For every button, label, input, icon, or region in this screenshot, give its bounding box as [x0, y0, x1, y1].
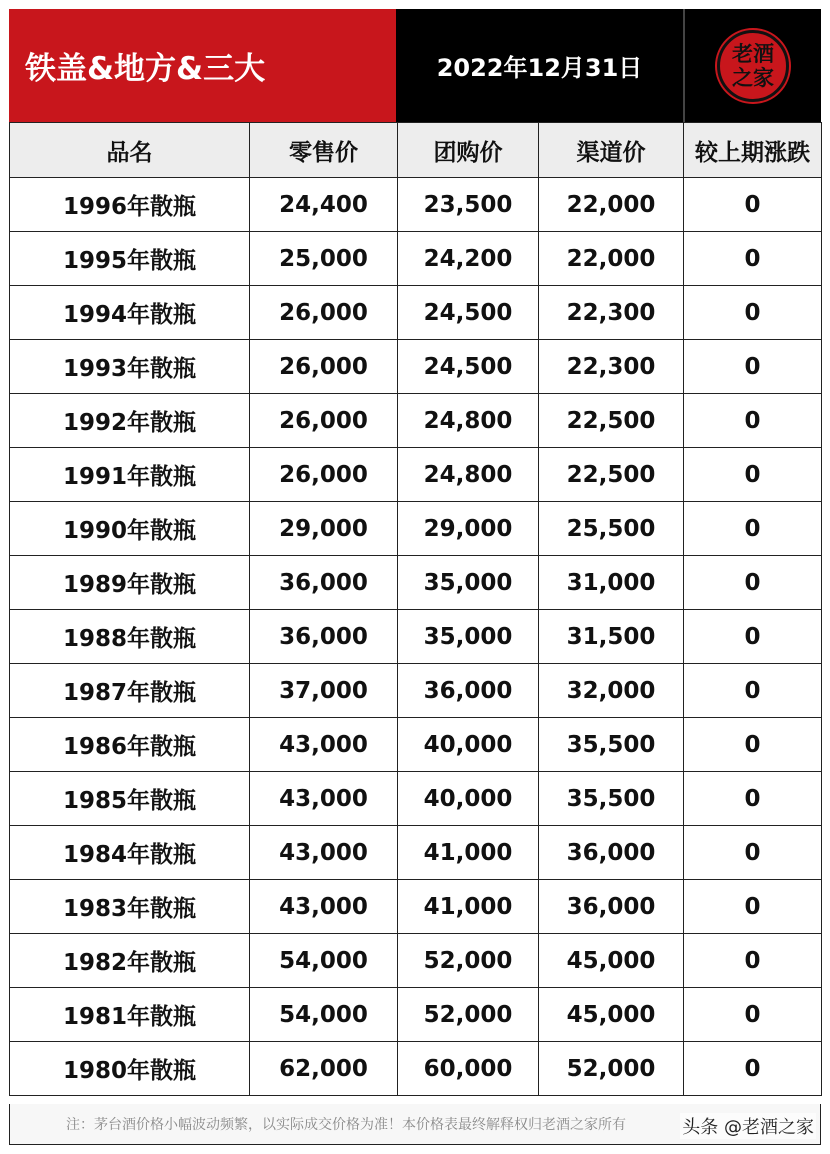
table-row — [10, 448, 822, 502]
cell-col-retail: 43,000 — [250, 880, 398, 934]
table-row — [10, 340, 822, 394]
cell-col-name: 1988年散瓶 — [10, 610, 250, 664]
cell-col-change: 0 — [684, 340, 822, 394]
logo-text-line2: 之家 — [732, 65, 774, 90]
cell-col-retail: 26,000 — [250, 286, 398, 340]
cell-col-group: 24,200 — [398, 232, 539, 286]
cell-col-group: 41,000 — [398, 826, 539, 880]
header-col-name: 品名 — [10, 123, 250, 178]
cell-col-channel: 31,000 — [539, 556, 684, 610]
cell-col-channel: 22,300 — [539, 286, 684, 340]
cell-col-name: 1991年散瓶 — [10, 448, 250, 502]
cell-col-name: 1994年散瓶 — [10, 286, 250, 340]
cell-col-channel: 52,000 — [539, 1042, 684, 1096]
table-row — [10, 718, 822, 772]
cell-col-retail: 62,000 — [250, 1042, 398, 1096]
cell-col-group: 35,000 — [398, 556, 539, 610]
table-header-row — [10, 123, 822, 178]
cell-col-change: 0 — [684, 880, 822, 934]
logo-text-line1: 老酒 — [732, 41, 774, 66]
cell-col-change: 0 — [684, 556, 822, 610]
cell-col-channel: 32,000 — [539, 664, 684, 718]
cell-col-channel: 22,500 — [539, 448, 684, 502]
cell-col-channel: 22,500 — [539, 394, 684, 448]
header-col-channel: 渠道价 — [539, 123, 684, 178]
cell-col-channel: 35,500 — [539, 718, 684, 772]
cell-col-name: 1982年散瓶 — [10, 934, 250, 988]
cell-col-change: 0 — [684, 502, 822, 556]
table-row — [10, 232, 822, 286]
cell-col-group: 35,000 — [398, 610, 539, 664]
cell-col-name: 1995年散瓶 — [10, 232, 250, 286]
cell-col-group: 40,000 — [398, 718, 539, 772]
cell-col-retail: 43,000 — [250, 772, 398, 826]
logo-area — [683, 9, 821, 122]
cell-col-retail: 43,000 — [250, 718, 398, 772]
cell-col-retail: 26,000 — [250, 340, 398, 394]
table-row — [10, 394, 822, 448]
cell-col-retail: 26,000 — [250, 394, 398, 448]
cell-col-channel: 36,000 — [539, 880, 684, 934]
cell-col-retail: 37,000 — [250, 664, 398, 718]
cell-col-retail: 54,000 — [250, 934, 398, 988]
cell-col-group: 52,000 — [398, 988, 539, 1042]
cell-col-channel: 22,000 — [539, 178, 684, 232]
cell-col-retail: 25,000 — [250, 232, 398, 286]
cell-col-change: 0 — [684, 394, 822, 448]
table-row — [10, 178, 822, 232]
cell-col-name: 1989年散瓶 — [10, 556, 250, 610]
cell-col-change: 0 — [684, 772, 822, 826]
cell-col-change: 0 — [684, 664, 822, 718]
cell-col-group: 40,000 — [398, 772, 539, 826]
cell-col-channel: 22,000 — [539, 232, 684, 286]
cell-col-group: 36,000 — [398, 664, 539, 718]
cell-col-name: 1987年散瓶 — [10, 664, 250, 718]
cell-col-group: 24,500 — [398, 340, 539, 394]
cell-col-change: 0 — [684, 610, 822, 664]
table-row — [10, 988, 822, 1042]
cell-col-name: 1980年散瓶 — [10, 1042, 250, 1096]
cell-col-group: 24,800 — [398, 394, 539, 448]
cell-col-retail: 26,000 — [250, 448, 398, 502]
price-table — [9, 122, 822, 1096]
table-row — [10, 664, 822, 718]
cell-col-change: 0 — [684, 826, 822, 880]
header-bar — [9, 9, 821, 122]
cell-col-group: 29,000 — [398, 502, 539, 556]
cell-col-name: 1984年散瓶 — [10, 826, 250, 880]
cell-col-retail: 54,000 — [250, 988, 398, 1042]
cell-col-retail: 29,000 — [250, 502, 398, 556]
cell-col-channel: 31,500 — [539, 610, 684, 664]
cell-col-channel: 45,000 — [539, 988, 684, 1042]
cell-col-change: 0 — [684, 286, 822, 340]
cell-col-group: 41,000 — [398, 880, 539, 934]
table-row — [10, 610, 822, 664]
cell-col-channel: 35,500 — [539, 772, 684, 826]
cell-col-channel: 36,000 — [539, 826, 684, 880]
table-row — [10, 826, 822, 880]
table-row — [10, 1042, 822, 1096]
table-row — [10, 502, 822, 556]
cell-col-channel: 25,500 — [539, 502, 684, 556]
cell-col-group: 24,500 — [398, 286, 539, 340]
table-row — [10, 556, 822, 610]
price-sheet — [9, 9, 821, 1145]
cell-col-name: 1996年散瓶 — [10, 178, 250, 232]
cell-col-retail: 43,000 — [250, 826, 398, 880]
cell-col-name: 1992年散瓶 — [10, 394, 250, 448]
table-row — [10, 286, 822, 340]
cell-col-change: 0 — [684, 448, 822, 502]
cell-col-name: 1990年散瓶 — [10, 502, 250, 556]
cell-col-group: 23,500 — [398, 178, 539, 232]
cell-col-name: 1985年散瓶 — [10, 772, 250, 826]
header-col-group: 团购价 — [398, 123, 539, 178]
cell-col-change: 0 — [684, 934, 822, 988]
cell-col-name: 1983年散瓶 — [10, 880, 250, 934]
cell-col-channel: 45,000 — [539, 934, 684, 988]
sheet-title: 铁盖&地方&三大 — [9, 9, 396, 122]
table-row — [10, 934, 822, 988]
sheet-date: 2022年12月31日 — [396, 9, 683, 122]
cell-col-change: 0 — [684, 988, 822, 1042]
cell-col-retail: 36,000 — [250, 610, 398, 664]
cell-col-retail: 36,000 — [250, 556, 398, 610]
source-watermark: 头条 @老酒之家 — [680, 1113, 816, 1139]
cell-col-name: 1993年散瓶 — [10, 340, 250, 394]
cell-col-retail: 24,400 — [250, 178, 398, 232]
table-row — [10, 880, 822, 934]
cell-col-change: 0 — [684, 718, 822, 772]
cell-col-change: 0 — [684, 232, 822, 286]
cell-col-name: 1981年散瓶 — [10, 988, 250, 1042]
footer-note: 注：茅台酒价格小幅波动频繁，以实际成交价格为准！本价格表最终解释权归老酒之家所有 — [9, 1104, 821, 1145]
header-col-change: 较上期涨跌 — [684, 123, 822, 178]
brand-logo-seal — [717, 30, 789, 102]
cell-col-change: 0 — [684, 178, 822, 232]
cell-col-change: 0 — [684, 1042, 822, 1096]
cell-col-channel: 22,300 — [539, 340, 684, 394]
table-row — [10, 772, 822, 826]
cell-col-group: 60,000 — [398, 1042, 539, 1096]
header-col-retail: 零售价 — [250, 123, 398, 178]
cell-col-name: 1986年散瓶 — [10, 718, 250, 772]
cell-col-group: 24,800 — [398, 448, 539, 502]
cell-col-group: 52,000 — [398, 934, 539, 988]
